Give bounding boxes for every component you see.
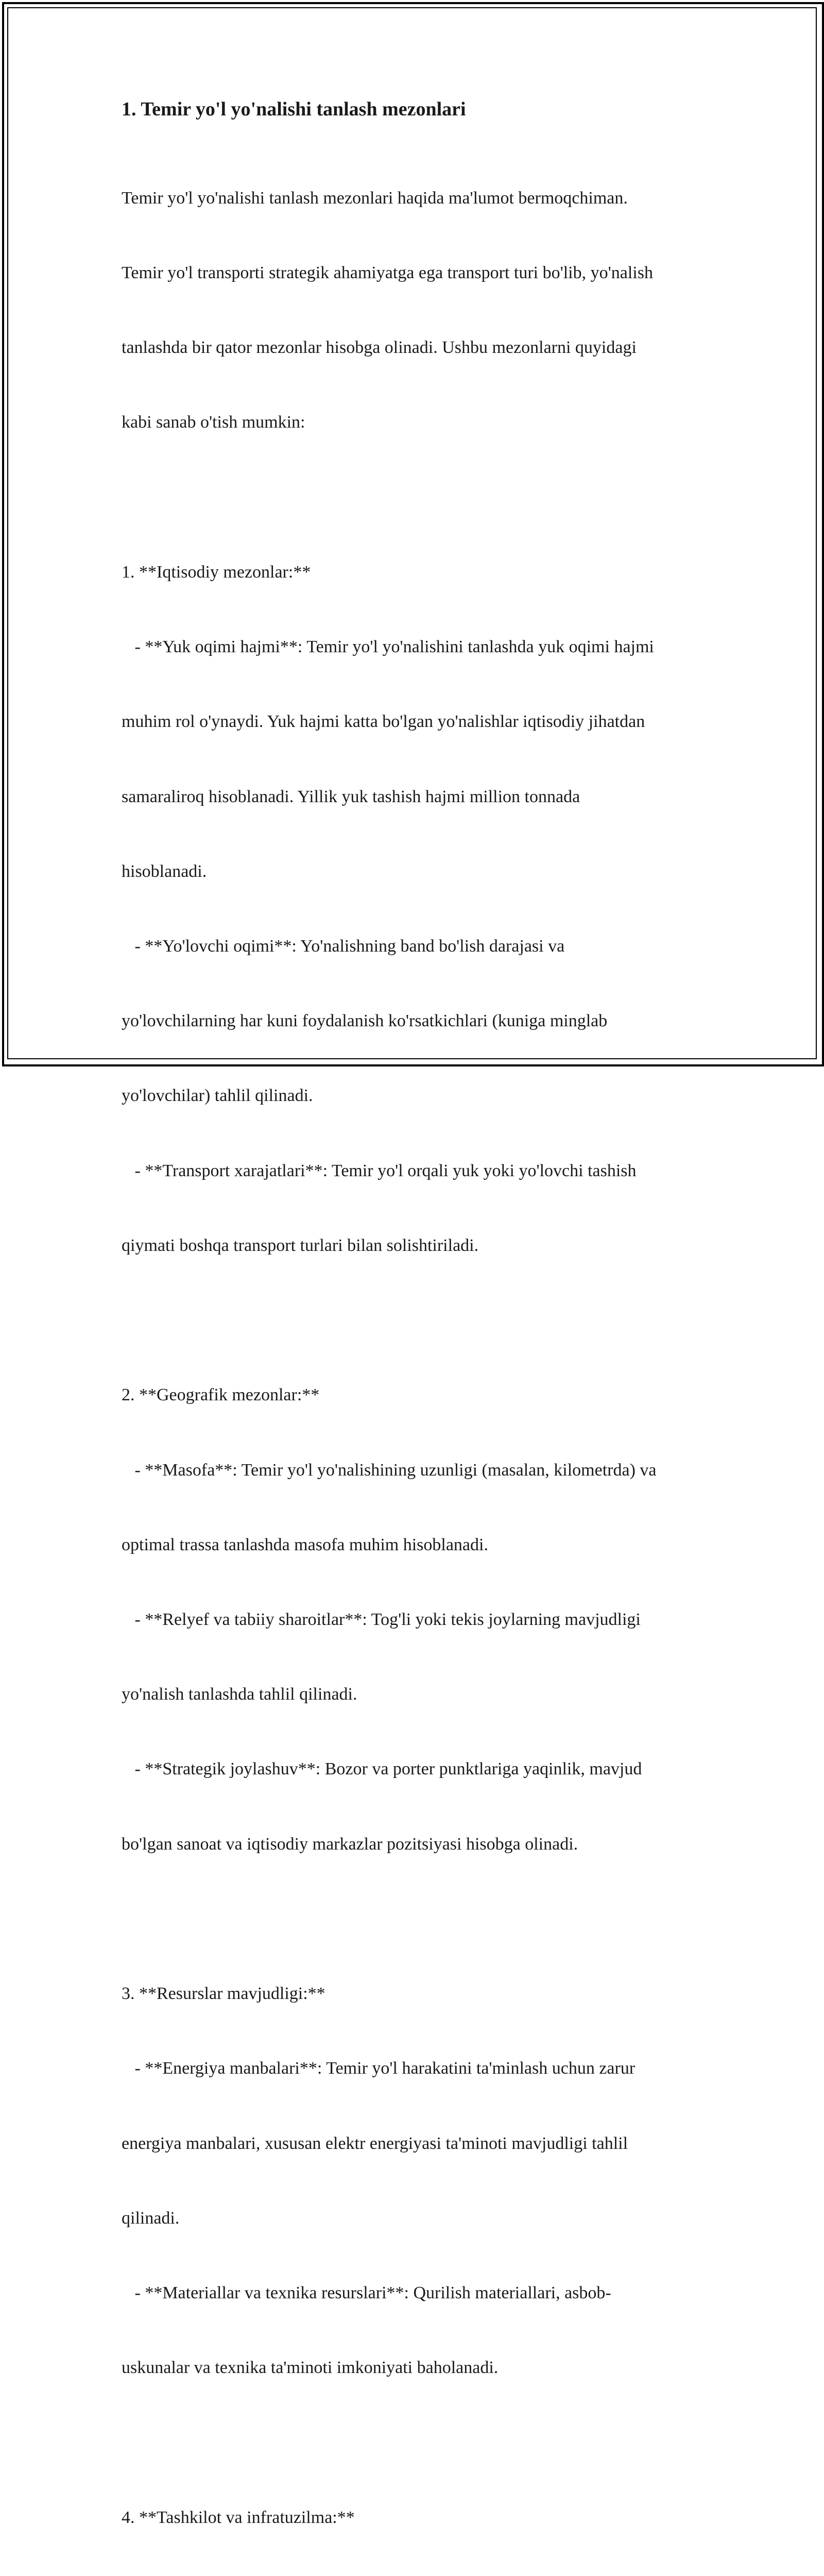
blank-line: [122, 485, 719, 510]
text-line: uskunalar va texnika ta'minoti imkoniyati baholanadi.: [122, 2358, 499, 2378]
text-line: - **Relyef va tabiiy sharoitlar**: Tog'li yoki tekis joylarning mavjudligi: [122, 1609, 641, 1629]
text-line: - **Yo'lovchi oqimi**: Yo'nalishning band bo'lish darajasi va: [122, 937, 565, 956]
text-line: Temir yo'l transporti strategik ahamiyatga ega transport turi bo'lib, yo'nalish: [122, 263, 653, 283]
text-line: - **Strategik joylashuv**: Bozor va porter punktlariga yaqinlik, mavjud: [122, 1759, 642, 1779]
text-line: hisoblanadi.: [122, 861, 207, 881]
text-line: tanlashda bir qator mezonlar hisobga olinadi. Ushbu mezonlarni quyidagi: [122, 338, 637, 358]
text-line: - **Yuk oqimi hajmi**: Temir yo'l yo'nalishini tanlashda yuk oqimi hajmi: [122, 637, 654, 657]
text-line: - **Masofa**: Temir yo'l yo'nalishining uzunligi (masalan, kilometrda) va: [122, 1460, 657, 1480]
text-line: - **Materiallar va texnika resurslari**: Qurilish materiallari, asbob-: [122, 2283, 611, 2302]
blank-line: [122, 1308, 719, 1333]
document-content: [122, 96, 719, 2576]
text-line: bo'lgan sanoat va iqtisodiy markazlar pozitsiyasi hisobga olinadi.: [122, 1834, 578, 1854]
section-heading: 1. **Iqtisodiy mezonlar:**: [122, 562, 311, 582]
text-line: kabi sanab o'tish mumkin:: [122, 413, 305, 432]
document-body: [122, 136, 719, 2576]
text-line: yo'lovchilarning har kuni foydalanish ko'rsatkichlari (kuniga minglab: [122, 1011, 608, 1031]
document-title: 1. Temir yo'l yo'nalishi tanlash mezonlari: [122, 98, 466, 120]
text-line: optimal trassa tanlashda masofa muhim hisoblanadi.: [122, 1535, 488, 1554]
text-line: yo'nalish tanlashda tahlil qilinadi.: [122, 1685, 357, 1704]
text-line: yo'lovchilar) tahlil qilinadi.: [122, 1086, 313, 1106]
section-heading: 2. **Geografik mezonlar:**: [122, 1385, 320, 1405]
text-line: Temir yo'l yo'nalishi tanlash mezonlari haqida ma'lumot bermoqchiman.: [122, 188, 628, 208]
text-line: - **Transport xarajatlari**: Temir yo'l orqali yuk yoki yo'lovchi tashish: [122, 1161, 637, 1180]
text-line: samaraliroq hisoblanadi. Yillik yuk tashish hajmi million tonnada: [122, 787, 580, 806]
text-line: energiya manbalari, xususan elektr energiyasi ta'minoti mavjudligi tahlil: [122, 2133, 628, 2153]
blank-line: [122, 1907, 719, 1931]
text-line: qiymati boshqa transport turlari bilan solishtiriladi.: [122, 1235, 479, 1255]
text-line: - **Energiya manbalari**: Temir yo'l harakatini ta'minlash uchun zarur: [122, 2059, 636, 2078]
blank-line: [122, 2430, 719, 2455]
section-heading: 4. **Tashkilot va infratuzilma:**: [122, 2507, 355, 2527]
section-heading: 3. **Resurslar mavjudligi:**: [122, 1984, 325, 2004]
text-line: qilinadi.: [122, 2208, 180, 2228]
text-line: muhim rol o'ynaydi. Yuk hajmi katta bo'lgan yo'nalishlar iqtisodiy jihatdan: [122, 712, 645, 732]
